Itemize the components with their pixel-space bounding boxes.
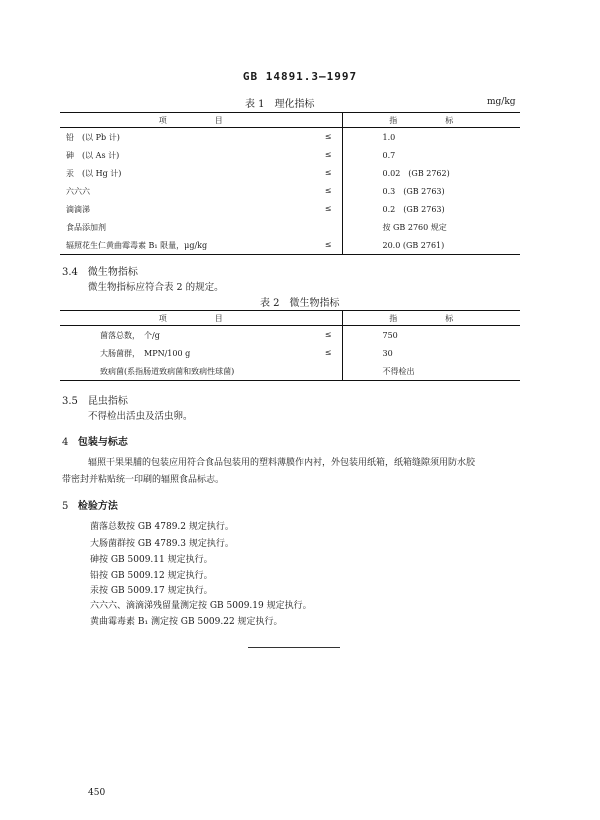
table1: [60, 112, 520, 255]
table-row: [60, 128, 520, 147]
section-4-line-2: 带密封并粘贴统一印刷的辐照食品标志。: [62, 475, 225, 485]
section-3-4-text: 微生物指标应符合表 2 的规定。: [88, 282, 224, 293]
table1-head-item: 项 目: [60, 113, 342, 128]
table-row: [60, 236, 520, 255]
table1-cell: 0.2 (GB 2763): [382, 204, 445, 214]
table1-cell: 食品添加剂: [60, 218, 342, 236]
table2-header-row: [60, 311, 520, 326]
table1-cell: 砷 (以 As 计) ≤: [60, 146, 342, 164]
section-5-line: 大肠菌群按 GB 4789.3 规定执行。: [90, 539, 234, 549]
table-row: [60, 344, 520, 362]
table1-cell: 1.0: [382, 132, 396, 142]
section-4-heading: [62, 433, 128, 448]
table-row: [60, 326, 520, 345]
section-4-title: 包装与标志: [77, 437, 128, 448]
table2-cell: 不得检出: [342, 362, 520, 381]
table2-cell: 750: [382, 330, 398, 340]
table2-cell: 30: [382, 348, 393, 358]
table1-header-row: [60, 113, 520, 128]
section-4-line-1: 辐照干果果脯的包装应用符合食品包装用的塑料薄膜作内衬，外包装用纸箱，纸箱缝隙须用防水胶: [88, 458, 476, 468]
table-row: [60, 218, 520, 236]
table2-caption: 表 2 微生物指标: [260, 298, 340, 309]
table1-cell: 20.0 (GB 2761): [342, 236, 520, 255]
section-5-heading: [62, 497, 118, 512]
section-4-number: 4: [62, 437, 69, 448]
section-5-line: 菌落总数按 GB 4789.2 规定执行。: [90, 522, 234, 532]
section-5-line: 黄曲霉毒素 B₁ 测定按 GB 5009.22 规定执行。: [90, 617, 283, 627]
page-number: 450: [88, 788, 106, 798]
table1-head-value: 指 标: [342, 113, 520, 128]
table1-cell: 辐照花生仁黄曲霉毒素 B₁ 限量，μg/kg ≤: [60, 236, 342, 255]
section-3-5-title: 3.5 昆虫指标: [62, 396, 128, 407]
table1-cell: 铅 (以 Pb 计) ≤: [60, 128, 342, 147]
section-5-line: 汞按 GB 5009.17 规定执行。: [90, 586, 213, 596]
table2-cell: 菌落总数， 个/g ≤: [60, 326, 342, 345]
table1-caption: 表 1 理化指标: [245, 99, 315, 110]
section-5-line: 六六六、滴滴涕残留量测定按 GB 5009.19 规定执行。: [90, 601, 312, 611]
table2-head-item: 项 目: [60, 311, 342, 326]
table2-head-value: 指 标: [342, 311, 520, 326]
table1-cell: 0.3 (GB 2763): [382, 186, 445, 196]
section-3-4-title: 3.4 微生物指标: [62, 267, 138, 278]
section-5-line: 铅按 GB 5009.12 规定执行。: [90, 571, 213, 581]
section-5-title: 检验方法: [77, 501, 118, 512]
section-3-5-text: 不得检出活虫及活虫卵。: [88, 411, 193, 422]
table-row: [60, 164, 520, 182]
table1-cell: 按 GB 2760 规定: [382, 222, 447, 232]
table1-cell: 滴滴涕 ≤: [60, 200, 342, 218]
table-row: [60, 182, 520, 200]
table1-cell: 六六六 ≤: [60, 182, 342, 200]
end-rule: [248, 647, 340, 648]
table-row: [60, 200, 520, 218]
table1-cell: 0.02 (GB 2762): [382, 168, 450, 178]
table1-cell: 汞 (以 Hg 计) ≤: [60, 164, 342, 182]
table-row: [60, 146, 520, 164]
table-row: [60, 362, 520, 381]
table2-cell: 大肠菌群， MPN/100 g ≤: [60, 344, 342, 362]
section-5-line: 砷按 GB 5009.11 规定执行。: [90, 555, 213, 565]
table1-unit: mg/kg: [487, 97, 516, 107]
table2-cell: 致病菌(系指肠道致病菌和致病性球菌): [60, 362, 342, 381]
table1-cell: 0.7: [382, 150, 396, 160]
document-header: GB 14891.3—1997: [242, 70, 358, 83]
table2: [60, 310, 520, 381]
section-5-number: 5: [62, 501, 69, 512]
